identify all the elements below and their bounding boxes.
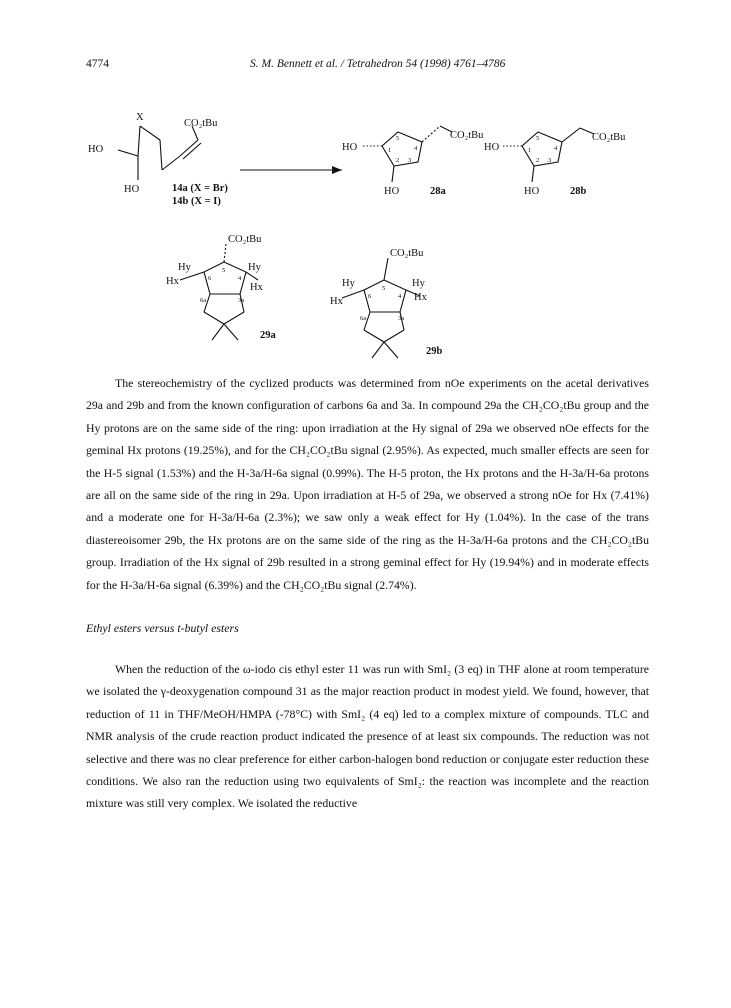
running-head: S. M. Bennett et al. / Tetrahedron 54 (1998) 4761–4786 [250, 58, 506, 70]
atom-label: 2 [396, 157, 400, 164]
atom-label: 1 [528, 147, 532, 154]
atom-label: 5 [536, 135, 540, 142]
label-co2tbu-14: CO₂tBu [184, 118, 218, 129]
paragraph-ethyl-esters [86, 658, 649, 815]
label-hy-29a-right: Hy [248, 262, 261, 273]
label-14b: 14b (X = I) [172, 196, 221, 207]
label-hy-29b-right: Hy [412, 278, 425, 289]
label-28a: 28a [430, 186, 446, 197]
label-hx-29b-left: Hx [330, 296, 343, 307]
label-hy-29a-left: Hy [178, 262, 191, 273]
arrow-head [332, 166, 342, 174]
atom-label: 3 [408, 157, 412, 164]
label-co2tbu-29a: CO₂tBu [228, 234, 262, 245]
atom-label: 6 [208, 275, 212, 282]
label-hx-29a-right: Hx [250, 282, 263, 293]
atom-label: 4 [554, 145, 558, 152]
label-co2tbu-29b: CO₂tBu [390, 248, 424, 259]
label-ho-28b: HO [484, 142, 500, 153]
label-ho-wedge-28a: HO [384, 186, 400, 197]
paragraph-text: The stereochemistry of the cyclized products was determined from nOe experiments on the acetal derivatives 29a and 29b and from the known configuration of carbons 6a and 3a. In compound 29a the CH₂CO₂tBu group and the Hy protons are on the same side of the ring: upon irradiation at the Hy signal of 29a we observed nOe effects for the geminal Hx protons (19.25%), and for the CH₂CO₂tBu signal (2.95%). As expected, much smaller effects are seen for the H-5 signal (1.53%) and the H-3a/H-6a signal (0.99%). The H-5 proton, the Hx protons and the H-3a/H-6a protons are all on the same side of the ring in 29a. Upon irradiation at H-5 of 29a, we observed a strong nOe for Hx (7.41%) and a moderate one for H-3a/H-6a (2.3%); we saw only a weak effect for Hy (1.04%). In the case of the trans diastereoisomer 29b, the Hx protons are on the same side of the ring as the H-3a/H-6a protons and the CH₂CO₂tBu group. Irradiation of the Hx signal of 29b resulted in a strong geminal effect for Hy (19.94%) and in moderate effects for the H-3a/H-6a signal (6.39%) and the CH₂CO₂tBu signal (2.74%). [86, 376, 649, 592]
atom-label: 3 [548, 157, 552, 164]
atom-label: 1 [388, 147, 392, 154]
label-hx-29a-left: Hx [166, 276, 179, 287]
label-co2tbu-28a: CO₂tBu [450, 130, 484, 141]
atom-label: 6a [200, 297, 207, 304]
paragraph-stereochemistry [86, 372, 649, 596]
atom-label: 4 [398, 293, 402, 300]
atom-label: 3a [398, 315, 405, 322]
label-ho-wedge-28b: HO [524, 186, 540, 197]
scheme-drawing [80, 100, 680, 370]
label-co2tbu-28b: CO₂tBu [592, 132, 626, 143]
atom-label: 5 [382, 285, 386, 292]
label-hx-29b-right: Hx [414, 292, 427, 303]
page-number: 4774 [86, 58, 109, 70]
atom-label: 4 [414, 145, 418, 152]
atom-label: 3a [238, 297, 245, 304]
atom-label: 6 [368, 293, 372, 300]
section-heading: Ethyl esters versus t-butyl esters [86, 621, 239, 635]
label-ho-wedge-14: HO [124, 184, 140, 195]
atom-label: 5 [222, 267, 226, 274]
label-28b: 28b [570, 186, 587, 197]
label-ho-28a: HO [342, 142, 358, 153]
atom-label: 5 [396, 135, 400, 142]
label-14a: 14a (X = Br) [172, 183, 228, 194]
paragraph-text: When the reduction of the ω-iodo cis ethyl ester 11 was run with SmI₂ (3 eq) in THF alone at room temperature we isolated the γ-deoxygenation compound 31 as the major reaction product in modest yield. We found, however, that reduction of 11 in THF/MeOH/HMPA (-78°C) with SmI₂ (4 eq) led to a complex mixture of compounds. TLC and NMR analysis of the crude reaction product indicated the presence of at least six compounds. The reduction was not selective and there was no clear preference for either carbon-halogen bond reduction or conjugate ester reduction these conditions. We also ran the reduction using two equivalents of SmI₂: the reaction was incomplete and the reaction mixture was still very complex. We isolated the reductive [86, 662, 649, 811]
label-hy-29b-left: Hy [342, 278, 355, 289]
label-29a: 29a [260, 330, 276, 341]
label-29b: 29b [426, 346, 443, 357]
atom-label: 4 [238, 275, 242, 282]
atom-label: 2 [536, 157, 540, 164]
label-ho-14: HO [88, 144, 104, 155]
substituent-x: X [136, 112, 144, 123]
reaction-scheme [80, 100, 680, 370]
atom-label: 6a [360, 315, 367, 322]
